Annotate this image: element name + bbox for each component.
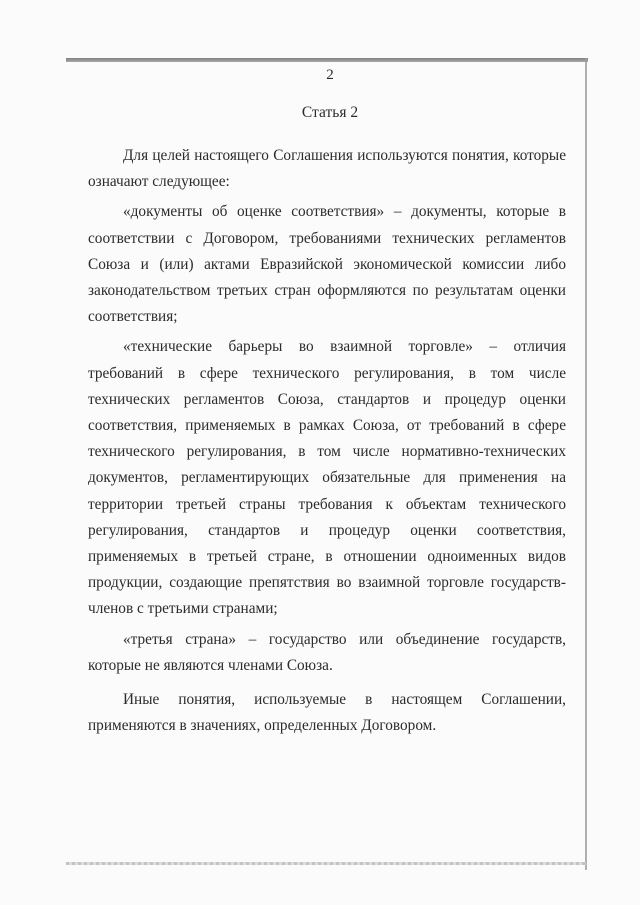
article-title: Статья 2 <box>301 104 359 121</box>
paragraph-definition-documents: «документы об оценке соответствия» – документы, которые в соответствии с Договором, требованиями технических регламентов Союза и (или) актами Евразийской экономической комиссии либо законодательством третьих стран оформляются по результатам оценки соответствия; <box>88 203 566 326</box>
paragraph-definition-barriers: «технические барьеры во взаимной торговле» – отличия требований в сфере технического регулирования, в том числе технических регламентов Союза, стандартов и процедур оценки соответствия, применяемых в рамках Союза, от требований в сфере технического регулирования, в том числе нормативно-технических документов, регламентирующих обязательные для применения на территории третьей страны требования к объектам технического регулирования, стандартов и процедур оценки соответствия, применяемых в третьей стране, в отношении одноименных видов продукции, создающие препятствия во взаимной торговле государств-членов с третьими странами; <box>88 338 566 618</box>
paragraph-other-terms: Иные понятия, используемые в настоящем Соглашении, применяются в значениях, определенных Договором. <box>88 691 566 735</box>
paragraph-definition-third-country: «третья страна» – государство или объединение государств, которые не являются членами Союза. <box>88 630 566 674</box>
scan-edge-right <box>585 58 587 870</box>
scan-edge-bottom <box>66 862 586 865</box>
page-number: 2 <box>326 67 334 83</box>
article-body <box>88 143 566 743</box>
paragraph-intro: Для целей настоящего Соглашения используются понятия, которые означают следующее: <box>88 147 566 191</box>
scan-edge-top <box>66 58 588 62</box>
